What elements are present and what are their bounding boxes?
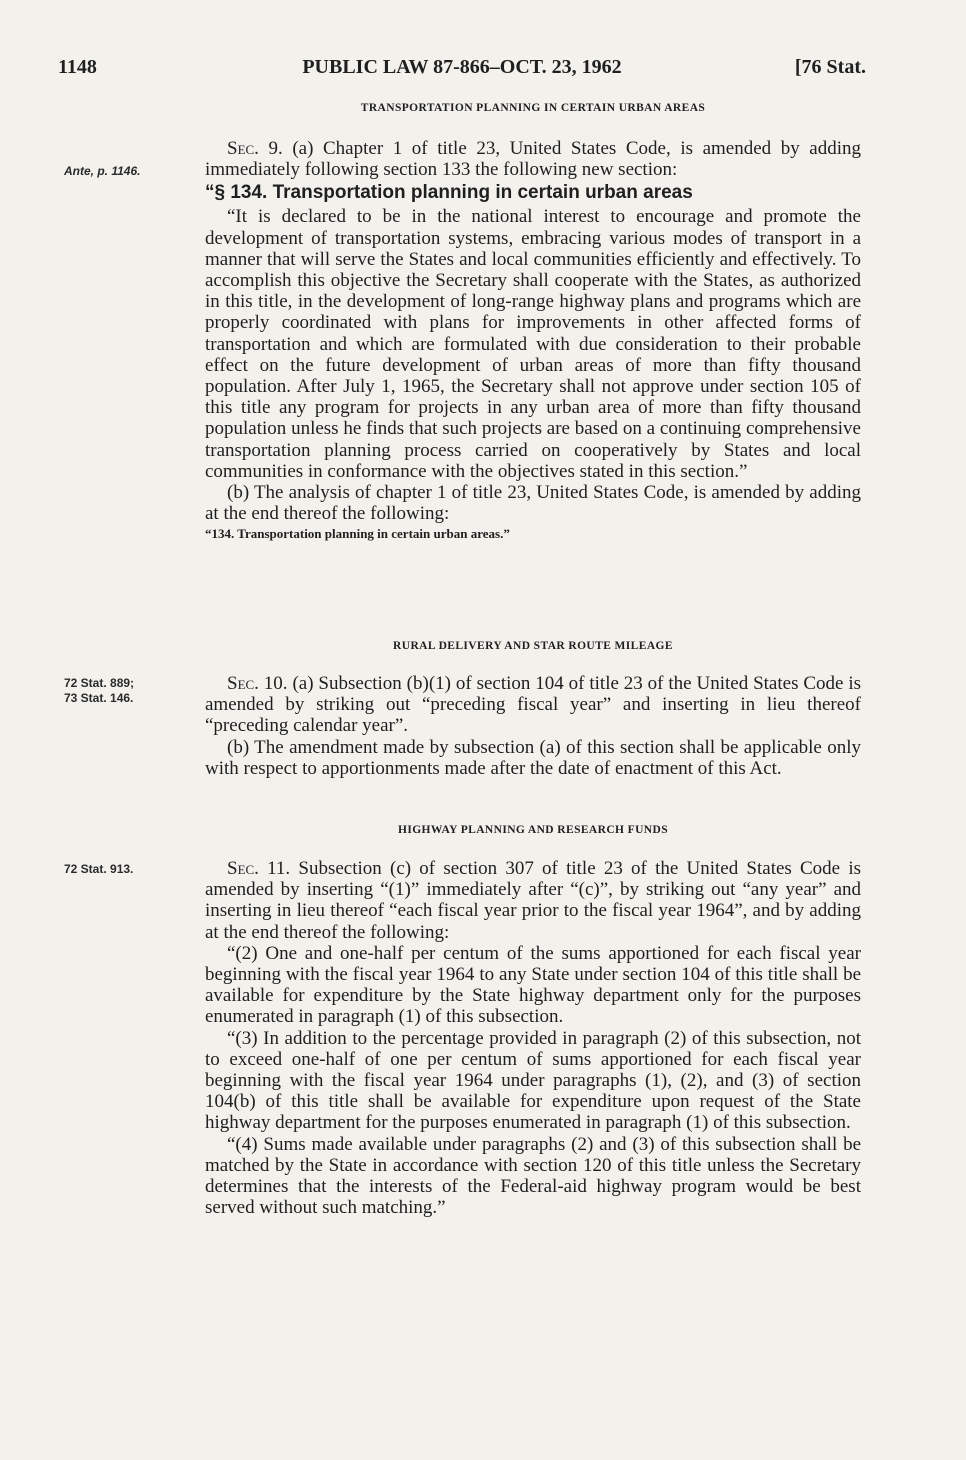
section-134-quote: “It is declared to be in the national interest to encourage and promote the development of transportation systems, embracing various modes of transport in a manner that will serve the States and local communities efficiently and effectively. To accomplish this objective the Secretary shall cooperate with the States, as authorized in this title, in the development of long-range highway plans and programs which are properly coordinated with plans for improvements in other affected forms of transportation and which are formulated with due consideration to their probable effect on the future development of urban areas of more than fifty thousand population. After July 1, 1965, the Secretary shall not approve under section 105 of this title any program for projects in any urban area of more than fifty thousand population unless he finds that such projects are based on a continuing comprehensive transportation planning process carried on cooperatively by States and local communities in conformance with the objectives stated in this section.” [205,206,861,482]
section-10-para-a [205,673,861,737]
section-134-heading: “§ 134. Transportation planning in certain urban areas [205,182,693,204]
caption-rural: RURAL DELIVERY AND STAR ROUTE MILEAGE [393,640,673,652]
section-11-para-2: “(2) One and one-half per centum of the sums apportioned for each fiscal year beginning with the fiscal year 1964 to any State under section 104 of this title shall be available for expenditure by the State highway department only for the purposes enumerated in paragraph (1) of this subsection. [205,942,861,1028]
section-9-block [205,138,861,542]
section-11-label: Sec. 11. [227,858,291,879]
caption-highway: HIGHWAY PLANNING AND RESEARCH FUNDS [397,824,668,836]
section-10-label: Sec. 10. [227,673,288,694]
margin-note-73-146: 73 Stat. 146. [64,691,134,705]
analysis-entry: “134. Transportation planning in certain urban areas.” [205,526,510,542]
section-10-para-b: (b) The amendment made by subsection (a) of this section shall be applicable only with respect to apportionments made after the date of enactment of this Act. [205,736,861,779]
section-9-para-b: (b) The analysis of chapter 1 of title 23, United States Code, is amended by adding at the end thereof the following: [205,482,861,525]
caption-transportation: TRANSPORTATION PLANNING IN CERTAIN URBAN AREAS [360,102,706,114]
section-11-para-3: “(3) In addition to the percentage provided in paragraph (2) of this subsection, not to exceed one-half of one per centum of sums apportioned for each fiscal year beginning with the fiscal year 1964 under paragraphs (1), (2), and (3) of section 104(b) of this title shall be available for expenditure upon request of the State highway department for the purposes enumerated in paragraph (1) of this subsection. [205,1027,861,1134]
section-11-para-4: “(4) Sums made available under paragraphs (2) and (3) of this subsection shall be matched by the State in accordance with section 120 of this title unless the Secretary determines that the interests of the Federal-aid highway program would be best served without such matching.” [205,1133,861,1219]
margin-note-72-913: 72 Stat. 913. [64,862,134,876]
volume-reference: [76 Stat. [794,56,866,78]
page-number: 1148 [58,56,97,78]
section-11-para-1-text: Subsection (c) of section 307 of title 23 of the United States Code is amended by inserting “(1)” immediately after “(c)”, by striking out “any year” and inserting in lieu thereof “each fiscal year prior to the fiscal year 1964”, and by adding at the end thereof the following: [205,858,861,943]
margin-note-ante: Ante, p. 1146. [64,164,141,178]
section-9-para-a-text: (a) Chapter 1 of title 23, United States Code, is amended by adding immediately following section 133 the following new section: [205,138,862,181]
section-9-label: Sec. 9. [227,138,283,159]
page-header [58,56,866,86]
section-11-para-1 [205,858,861,943]
margin-note-72-889: 72 Stat. 889; [64,676,135,690]
section-11-block [205,858,861,1218]
section-10-para-a-text: (a) Subsection (b)(1) of section 104 of title 23 of the United States Code is amended by striking out “preceding fiscal year” and inserting in lieu thereof “preceding calendar year”. [205,673,862,737]
section-10-block [205,673,861,779]
page-title: PUBLIC LAW 87-866–OCT. 23, 1962 [302,56,622,78]
section-9-para-a [205,138,861,180]
